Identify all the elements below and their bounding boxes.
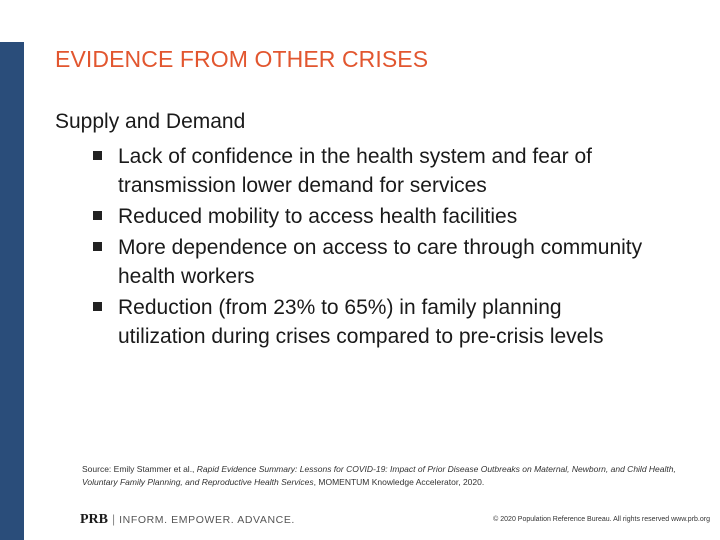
copyright-notice: © 2020 Population Reference Bureau. All rights reserved www.prb.org xyxy=(493,516,710,523)
slide-title: EVIDENCE FROM OTHER CRISES xyxy=(55,46,429,72)
bullet-text: Reduced mobility to access health facilities xyxy=(118,205,518,228)
list-item xyxy=(94,233,654,291)
left-accent-bar xyxy=(0,42,24,540)
list-item xyxy=(94,142,654,200)
bullet-list xyxy=(94,142,654,353)
source-citation xyxy=(82,463,682,489)
square-bullet-icon xyxy=(93,302,102,311)
square-bullet-icon xyxy=(93,151,102,160)
bullet-text: Lack of confidence in the health system and fear of transmission lower demand for services xyxy=(118,145,592,197)
subheading: Supply and Demand xyxy=(55,110,246,133)
prb-logo xyxy=(80,512,295,528)
prb-logo-text: PRB xyxy=(80,512,108,527)
source-suffix: , MOMENTUM Knowledge Accelerator, 2020. xyxy=(313,477,485,487)
list-item xyxy=(94,202,654,231)
list-item xyxy=(94,293,654,351)
square-bullet-icon xyxy=(93,242,102,251)
logo-separator: | xyxy=(112,512,116,526)
bullet-text: Reduction (from 23% to 65%) in family planning utilization during crises compared to pre-crisis levels xyxy=(118,296,604,348)
logo-tagline: INFORM. EMPOWER. ADVANCE. xyxy=(119,514,295,526)
bullet-text: More dependence on access to care through community health workers xyxy=(118,236,643,288)
source-title: Rapid Evidence Summary: Lessons for COVID-19: Impact of Prior Disease Outbreaks on Maternal, Newborn, and Child Health, Voluntary Family Planning, and Reproductive Health Services xyxy=(82,464,676,487)
source-prefix: Source: Emily Stammer et al., xyxy=(82,464,197,474)
square-bullet-icon xyxy=(93,211,102,220)
